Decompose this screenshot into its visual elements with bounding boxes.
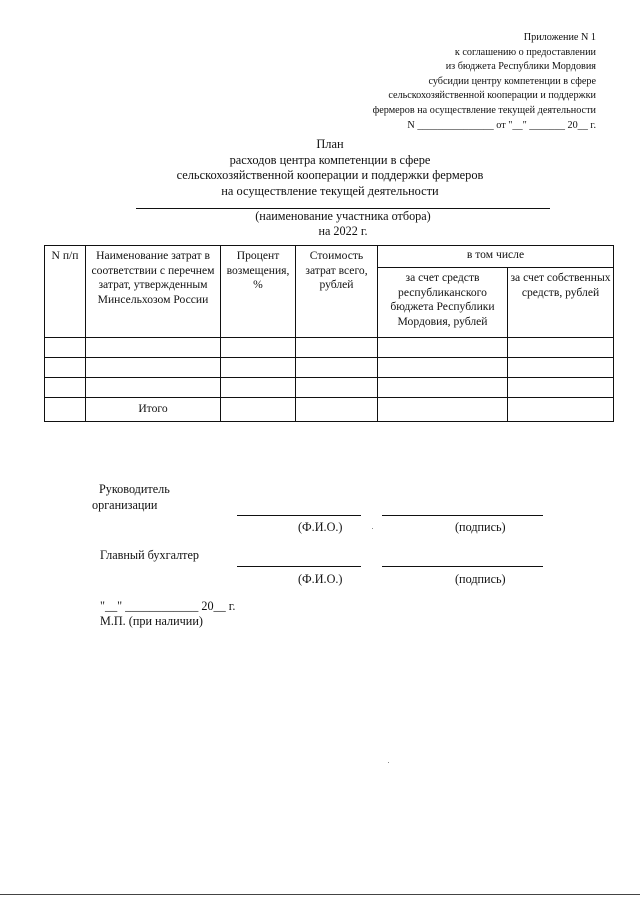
total-row <box>45 398 614 422</box>
header-percent: Процент возмещения, % <box>221 246 296 338</box>
header-own-funds: за счет собственных средств, рублей <box>508 268 614 338</box>
table-cell <box>45 398 86 422</box>
table-cell[interactable] <box>45 338 86 358</box>
table-cell[interactable] <box>221 358 296 378</box>
table-row <box>45 378 614 398</box>
table-cell[interactable] <box>378 398 508 422</box>
table-cell[interactable] <box>508 378 614 398</box>
year-line: на 2022 г. <box>318 224 368 238</box>
table-cell[interactable] <box>508 398 614 422</box>
participant-caption: (наименование участника отбора) <box>255 209 431 223</box>
table-row <box>45 338 614 358</box>
table-cell[interactable] <box>296 358 378 378</box>
title-line: План <box>316 137 344 151</box>
header-republic-budget: за счет средств республиканского бюджета Республики Мордовия, рублей <box>378 268 508 338</box>
table-cell[interactable] <box>296 338 378 358</box>
head-label-line1: Руководитель <box>99 482 170 496</box>
total-label: Итого <box>86 398 221 422</box>
head-signature-caption: (подпись) <box>455 520 506 534</box>
table-cell[interactable] <box>221 378 296 398</box>
head-label-line2: организации <box>92 498 158 512</box>
table-cell[interactable] <box>86 378 221 398</box>
expense-plan-table <box>44 245 614 422</box>
appendix-line: к соглашению о предоставлении <box>454 46 596 58</box>
table-cell[interactable] <box>45 358 86 378</box>
appendix-line: N _______________ от "__" _______ 20__ г. <box>407 119 596 131</box>
accountant-signature-caption: (подпись) <box>455 572 506 586</box>
accountant-fio-line[interactable] <box>237 566 361 567</box>
head-signature-line[interactable] <box>382 515 543 516</box>
title-line: на осуществление текущей деятельности <box>221 183 439 198</box>
appendix-line: из бюджета Республики Мордовия <box>445 61 596 73</box>
table-cell[interactable] <box>296 378 378 398</box>
scan-speck <box>372 528 373 529</box>
accountant-label: Главный бухгалтер <box>100 548 200 562</box>
table-cell[interactable] <box>221 338 296 358</box>
accountant-fio-caption: (Ф.И.О.) <box>298 572 343 586</box>
table-cell[interactable] <box>296 398 378 422</box>
stamp-note: М.П. (при наличии) <box>100 614 203 628</box>
table-cell[interactable] <box>86 358 221 378</box>
table-cell[interactable] <box>378 338 508 358</box>
head-fio-caption: (Ф.И.О.) <box>298 520 343 534</box>
accountant-signature-line[interactable] <box>382 566 543 567</box>
table-header-row <box>45 246 614 268</box>
appendix-line: субсидии центру компетенции в сфере <box>428 75 596 87</box>
scan-edge-line <box>0 894 640 895</box>
appendix-line: сельскохозяйственной кооперации и поддержки <box>388 90 596 102</box>
head-label <box>99 482 170 497</box>
document-title <box>120 137 540 199</box>
header-num: N п/п <box>45 246 86 338</box>
table-cell[interactable] <box>86 338 221 358</box>
title-line: сельскохозяйственной кооперации и поддержки фермеров <box>176 168 484 183</box>
table-cell[interactable] <box>508 338 614 358</box>
participant-caption-block <box>136 209 550 239</box>
table-cell[interactable] <box>508 358 614 378</box>
scan-speck <box>388 762 389 763</box>
appendix-line: фермеров на осуществление текущей деятельности <box>372 104 596 116</box>
appendix-line: Приложение N 1 <box>523 32 596 43</box>
table-cell[interactable] <box>378 358 508 378</box>
head-fio-line[interactable] <box>237 515 361 516</box>
appendix-block <box>296 31 596 133</box>
header-name: Наименование затрат в соответствии с перечнем затрат, утвержденным Минсельхозом России <box>86 246 221 338</box>
title-line: расходов центра компетенции в сфере <box>229 152 431 167</box>
table-row <box>45 358 614 378</box>
header-including: в том числе <box>378 246 614 268</box>
header-cost: Стоимость затрат всего, рублей <box>296 246 378 338</box>
date-line: "__" ____________ 20__ г. <box>100 599 236 613</box>
table-cell[interactable] <box>221 398 296 422</box>
table-cell[interactable] <box>45 378 86 398</box>
table-cell[interactable] <box>378 378 508 398</box>
